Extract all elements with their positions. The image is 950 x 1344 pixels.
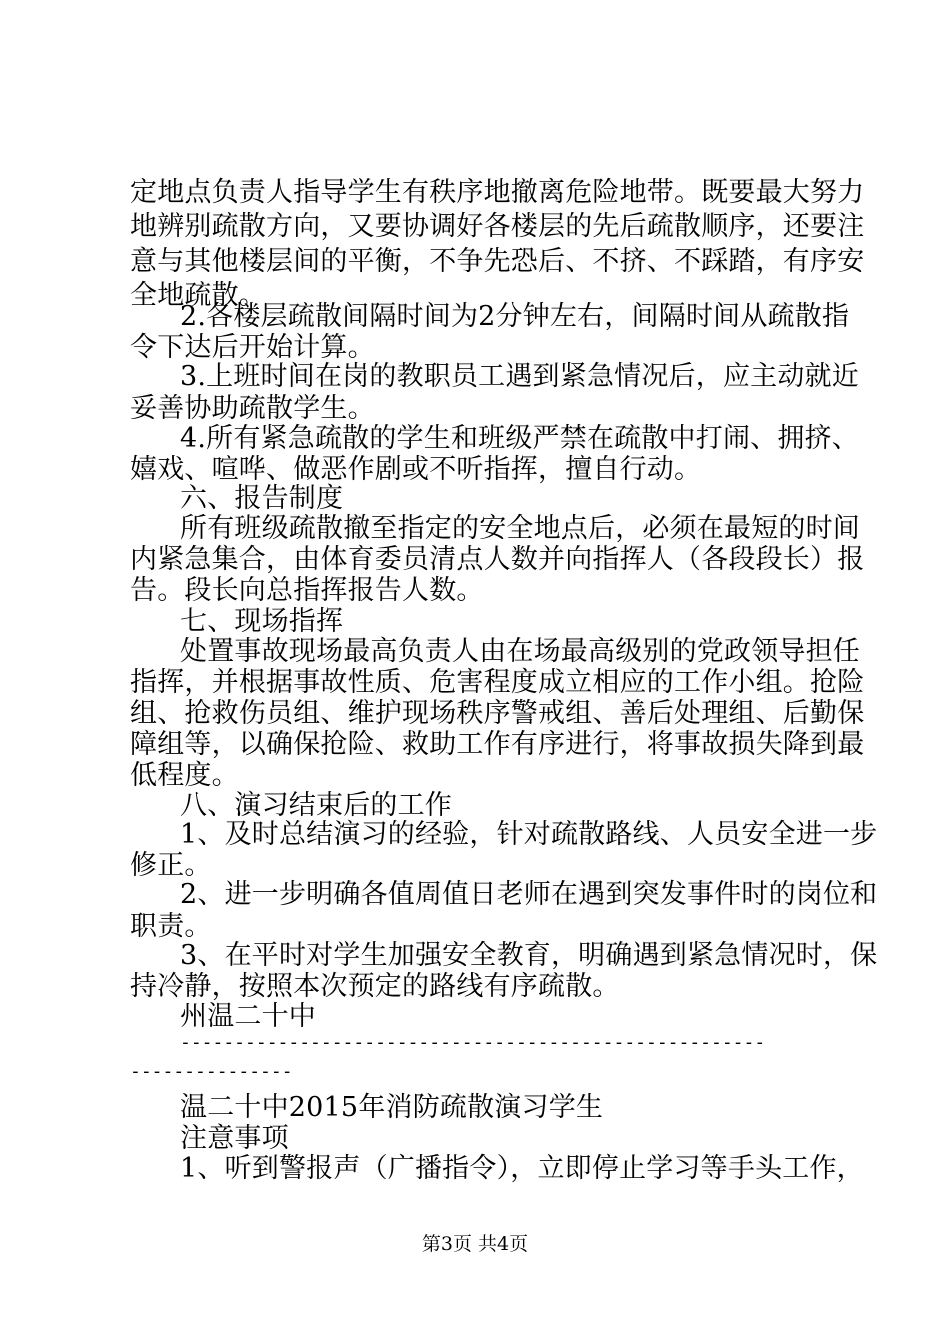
separator-line: --------------- [130,1062,293,1082]
paragraph-line: 意与其他楼层间的平衡，不争先恐后、不挤、不踩踏，有序安 [130,246,865,277]
paragraph-line: 修正。 [130,850,212,881]
paragraph-line: 定地点负责人指导学生有秩序地撤离危险地带。既要最大努力 [130,177,865,208]
paragraph-line: 低程度。 [130,760,239,791]
paragraph-line: 3.上班时间在岗的教职员工遇到紧急情况后，应主动就近 [180,361,859,392]
school-signature: 州温二十中 [180,1001,316,1032]
notice-subtitle: 注意事项 [180,1123,289,1154]
paragraph-line: 告。段长向总指挥报告人数。 [130,575,484,606]
paragraph-line: 3、在平时对学生加强安全教育，明确遇到紧急情况时，保 [180,940,878,971]
paragraph-line: 内紧急集合，由体育委员清点人数并向指挥人（各段段长）报 [130,544,865,575]
section-heading: 七、现场指挥 [180,606,344,637]
section-heading: 八、演习结束后的工作 [180,790,452,821]
paragraph-line: 指挥，并根据事故性质、危害程度成立相应的工作小组。抢险 [130,667,865,698]
paragraph-line: 妥善协助疏散学生。 [130,393,375,424]
paragraph-line: 障组等，以确保抢险、救助工作有序进行，将事故损失降到最 [130,729,865,760]
paragraph-line: 令下达后开始计算。 [130,332,375,363]
separator-line: ------------------------------------------------------ [180,1033,766,1053]
section-heading: 六、报告制度 [180,483,344,514]
paragraph-line: 全地疏散。 [130,280,266,311]
paragraph-line: 2.各楼层疏散间隔时间为2分钟左右，间隔时间从疏散指 [180,301,850,332]
paragraph-line: 1、听到警报声（广播指令），立即停止学习等手头工作， [180,1153,864,1184]
paragraph-line: 4.所有紧急疏散的学生和班级严禁在疏散中打闹、拥挤、 [180,423,859,454]
paragraph-line: 1、及时总结演习的经验，针对疏散路线、人员安全进一步 [180,819,878,850]
notice-title: 温二十中2015年消防疏散演习学生 [180,1092,604,1123]
paragraph-line: 持冷静，按照本次预定的路线有序疏散。 [130,971,620,1002]
paragraph-line: 所有班级疏散撤至指定的安全地点后，必须在最短的时间 [180,513,860,544]
page-number-footer: 第3页 共4页 [421,1233,529,1255]
paragraph-line: 嬉戏、喧哗、做恶作剧或不听指挥，擅自行动。 [130,454,702,485]
paragraph-line: 职责。 [130,911,212,942]
paragraph-line: 组、抢救伤员组、维护现场秩序警戒组、善后处理组、后勤保 [130,698,865,729]
paragraph-line: 地辨别疏散方向，又要协调好各楼层的先后疏散顺序，还要注 [130,211,865,242]
paragraph-line: 2、进一步明确各值周值日老师在遇到突发事件时的岗位和 [180,879,878,910]
paragraph-line: 处置事故现场最高负责人由在场最高级别的党政领导担任 [180,636,860,667]
